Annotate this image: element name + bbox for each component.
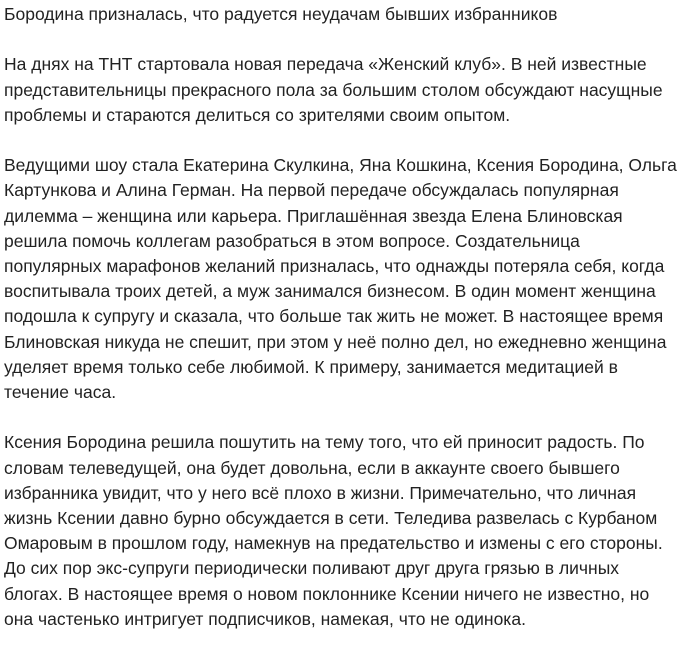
paragraph-line: жизнь Ксении давно бурно обсуждается в сети. Теледива развелась с Курбаном [4, 508, 658, 529]
paragraph-spacer [4, 128, 696, 153]
paragraph-line: словам телеведущей, она будет довольна, если в аккаунте своего бывшего [4, 457, 620, 478]
paragraph-line: блогах. В настоящее время о новом поклоннике Ксении ничего не известно, но [4, 583, 650, 604]
paragraph-line: До сих пор экс-супруги периодически поливают друг друга грязью в личных [4, 558, 620, 579]
paragraph-line: Ведущими шоу стала Екатерина Скулкина, Яна Кошкина, Ксения Бородина, Ольга [4, 155, 677, 176]
paragraph-spacer [4, 27, 696, 52]
paragraph-1 [4, 52, 696, 128]
paragraph-line: избранника увидит, что у него всё плохо в жизни. Примечательно, что личная [4, 482, 637, 503]
paragraph-line: Омаровым в прошлом году, намекнув на предательство и измены с его стороны. [4, 533, 663, 554]
paragraph-line: Ксения Бородина решила пошутить на тему того, что ей приносит радость. По [4, 432, 645, 453]
paragraph-line: решила помочь коллегам разобраться в этом вопросе. Создательница [4, 230, 580, 251]
paragraph-2 [4, 153, 696, 405]
paragraph-line: дилемма – женщина или карьера. Приглашённая звезда Елена Блиновская [4, 205, 623, 226]
paragraph-line: представительницы прекрасного пола за большим столом обсуждают насущные [4, 79, 663, 100]
paragraph-line: проблемы и стараются делиться со зрителями своим опытом. [4, 104, 511, 125]
paragraph-3 [4, 430, 696, 632]
article-title: Бородина призналась, что радуется неудачам бывших избранников [4, 4, 558, 24]
paragraph-line: подошла к супругу и сказала, что больше так жить не может. В настоящее время [4, 306, 664, 327]
paragraph-line: популярных марафонов желаний призналась, что однажды потеряла себя, когда [4, 256, 665, 276]
paragraph-line: уделяет время только себе любимой. К примеру, занимается медитацией в [4, 356, 618, 377]
paragraph-spacer [4, 405, 696, 430]
paragraph-line: Картункова и Алина Герман. На первой передаче обсуждалась популярная [4, 180, 619, 201]
paragraph-line: воспитывала троих детей, а муж занимался бизнесом. В один момент женщина [4, 281, 656, 302]
paragraph-line: течение часа. [4, 382, 117, 403]
paragraph-line: На днях на ТНТ стартовала новая передача «Женский клуб». В ней известные [4, 54, 647, 75]
paragraph-line: Блиновская никуда не спешит, при этом у неё полно дел, но ежедневно женщина [4, 331, 667, 352]
paragraph-line: она частенько интригует подписчиков, намекая, что не одинока. [4, 608, 526, 629]
